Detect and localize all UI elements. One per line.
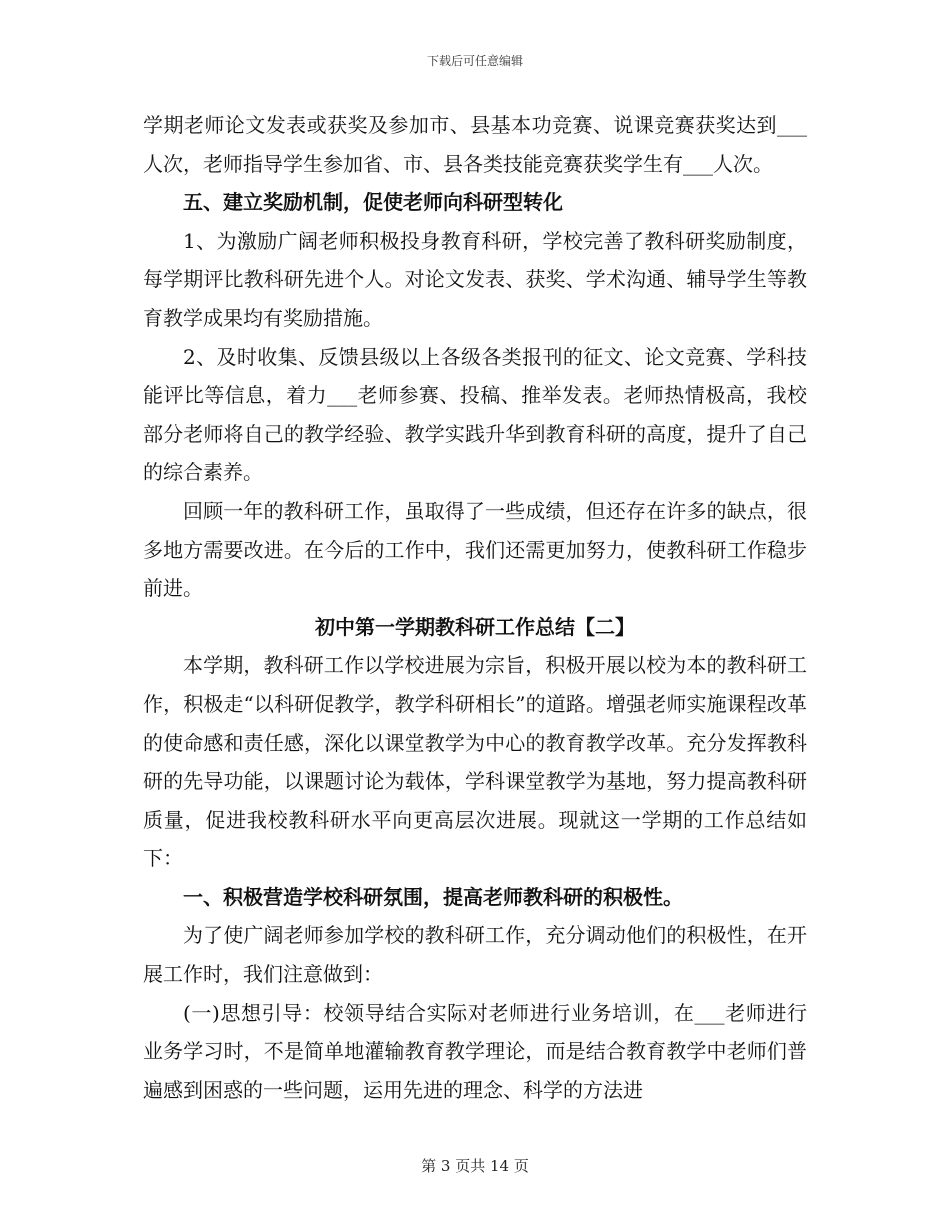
- page-header-note: 下载后可任意编辑: [426, 54, 523, 68]
- page-number: 第 3 页共 14 页: [421, 1157, 529, 1175]
- paragraph-thought-guidance: (一)思想引导：校领导结合实际对老师进行业务培训，在___老师进行业务学习时，不是简单地灌输教育教学理论，而是结合教育教学中老师们普遍感到困惑的一些问题，运用先进的理念、科学的方法进: [143, 1000, 807, 1102]
- paragraph-motivation: 为了使广阔老师参加学校的教科研工作，充分调动他们的积极性，在开展工作时，我们注意做到：: [143, 923, 807, 987]
- paragraph-reward-system: 1、为激励广阔老师积极投身教育科研，学校完善了教科研奖励制度，每学期评比教科研先进个人。对论文发表、获奖、学术沟通、辅导学生等教育教学成果均有奖励措施。: [143, 228, 807, 330]
- document-body: [143, 106, 807, 1109]
- section-heading-one: 一、积极营造学校科研氛围，提高老师教科研的积极性。: [183, 884, 683, 909]
- document-title-two: 初中第一学期教科研工作总结【二】: [315, 614, 635, 639]
- section-heading-five: 五、建立奖励机制，促使老师向科研型转化: [183, 190, 563, 215]
- paragraph-review: 回顾一年的教科研工作，虽取得了一些成绩，但还存在许多的缺点，很多地方需要改进。在今后的工作中，我们还需更加努力，使教科研工作稳步前进。: [143, 498, 807, 601]
- paragraph-continued: 学期老师论文发表或获奖及参加市、县基本功竞赛、说课竞赛获奖达到___人次，老师指导学生参加省、市、县各类技能竞赛获奖学生有___人次。: [143, 113, 807, 176]
- paragraph-intro: 本学期，教科研工作以学校进展为宗旨，积极开展以校为本的教科研工作，积极走“以科研促教学，教学科研相长”的道路。增强老师实施课程改革的使命感和责任感，深化以课堂教学为中心的教育教学改革。充分发挥教科研的先导功能，以课题讨论为载体，学科课堂教学为基地，努力提高教科研质量，促进我校教科研水平向更高层次进展。现就这一学期的工作总结如下：: [143, 653, 807, 871]
- paragraph-info-feedback: 2、及时收集、反馈县级以上各级各类报刊的征文、论文竞赛、学科技能评比等信息，着力___老师参赛、投稿、推举发表。老师热情极高，我校部分老师将自己的教学经验、教学实践升华到教育科研的高度，提升了自己的综合素养。: [143, 344, 807, 485]
